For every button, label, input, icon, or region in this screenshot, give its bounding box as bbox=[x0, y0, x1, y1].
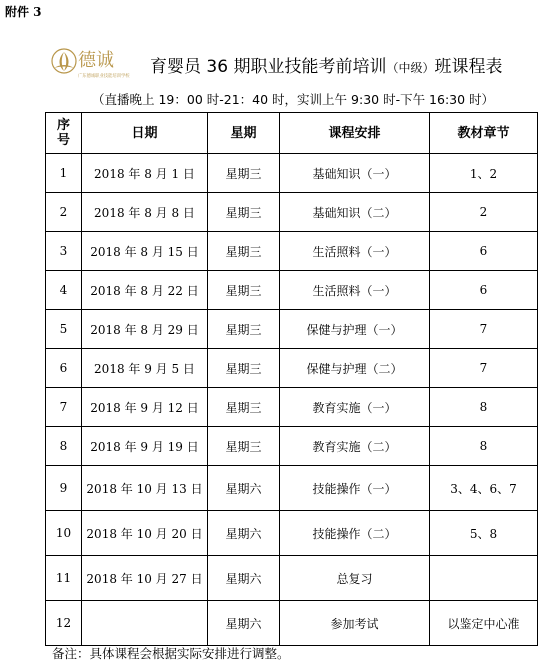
cell-weekday: 星期三 bbox=[208, 310, 280, 349]
cell-weekday: 星期六 bbox=[208, 466, 280, 511]
cell-date: 2018 年 10 月 27 日 bbox=[82, 556, 208, 601]
cell-weekday: 星期三 bbox=[208, 154, 280, 193]
cell-date: 2018 年 8 月 1 日 bbox=[82, 154, 208, 193]
cell-course: 保健与护理（二） bbox=[280, 349, 430, 388]
cell-date: 2018 年 8 月 15 日 bbox=[82, 232, 208, 271]
table-header-row bbox=[46, 113, 538, 154]
table-row bbox=[46, 349, 538, 388]
header-weekday: 星期 bbox=[208, 113, 280, 154]
cell-chapters bbox=[430, 556, 538, 601]
title-suffix: 班课程表 bbox=[434, 57, 503, 77]
cell-date: 2018 年 10 月 20 日 bbox=[82, 511, 208, 556]
cell-chapters: 7 bbox=[430, 310, 538, 349]
cell-chapters: 5、8 bbox=[430, 511, 538, 556]
cell-date: 2018 年 9 月 5 日 bbox=[82, 349, 208, 388]
table-row bbox=[46, 154, 538, 193]
cell-chapters: 2 bbox=[430, 193, 538, 232]
schedule-hours: （直播晚上 19：00 时-21：40 时，实训上午 9:30 时-下午 16:30 时） bbox=[92, 92, 495, 107]
cell-date: 2018 年 8 月 29 日 bbox=[82, 310, 208, 349]
cell-chapters: 以鉴定中心准 bbox=[430, 601, 538, 646]
cell-chapters: 1、2 bbox=[430, 154, 538, 193]
cell-chapters: 6 bbox=[430, 271, 538, 310]
cell-date: 2018 年 9 月 19 日 bbox=[82, 427, 208, 466]
table-row bbox=[46, 232, 538, 271]
table-row bbox=[46, 310, 538, 349]
cell-course: 总复习 bbox=[280, 556, 430, 601]
table-row bbox=[46, 388, 538, 427]
attachment-label: 附件 3 bbox=[5, 5, 42, 19]
cell-weekday: 星期三 bbox=[208, 427, 280, 466]
cell-weekday: 星期六 bbox=[208, 556, 280, 601]
cell-chapters: 3、4、6、7 bbox=[430, 466, 538, 511]
table-row bbox=[46, 193, 538, 232]
cell-date bbox=[82, 601, 208, 646]
cell-index: 2 bbox=[46, 193, 82, 232]
cell-weekday: 星期六 bbox=[208, 511, 280, 556]
cell-weekday: 星期三 bbox=[208, 349, 280, 388]
title-main: 育婴员 36 期职业技能考前培训 bbox=[150, 57, 387, 77]
cell-index: 5 bbox=[46, 310, 82, 349]
cell-date: 2018 年 9 月 12 日 bbox=[82, 388, 208, 427]
cell-index: 9 bbox=[46, 466, 82, 511]
cell-course: 生活照料（一） bbox=[280, 232, 430, 271]
header-chapters: 教材章节 bbox=[430, 113, 538, 154]
cell-course: 教育实施（一） bbox=[280, 388, 430, 427]
cell-index: 12 bbox=[46, 601, 82, 646]
cell-course: 教育实施（二） bbox=[280, 427, 430, 466]
cell-index: 6 bbox=[46, 349, 82, 388]
header-date: 日期 bbox=[82, 113, 208, 154]
cell-index: 3 bbox=[46, 232, 82, 271]
cell-chapters: 8 bbox=[430, 388, 538, 427]
title-level: （中级） bbox=[386, 61, 435, 75]
cell-course: 生活照料（一） bbox=[280, 271, 430, 310]
cell-course: 基础知识（二） bbox=[280, 193, 430, 232]
table-row bbox=[46, 511, 538, 556]
cell-date: 2018 年 10 月 13 日 bbox=[82, 466, 208, 511]
header-index: 序号 bbox=[46, 113, 82, 154]
header-course: 课程安排 bbox=[280, 113, 430, 154]
logo-text: 德诚 bbox=[78, 50, 114, 71]
cell-index: 11 bbox=[46, 556, 82, 601]
table-row bbox=[46, 271, 538, 310]
course-schedule-table bbox=[45, 112, 538, 646]
cell-index: 1 bbox=[46, 154, 82, 193]
cell-weekday: 星期三 bbox=[208, 193, 280, 232]
cell-weekday: 星期三 bbox=[208, 388, 280, 427]
cell-index: 7 bbox=[46, 388, 82, 427]
cell-weekday: 星期三 bbox=[208, 271, 280, 310]
table-row bbox=[46, 601, 538, 646]
school-logo bbox=[50, 44, 136, 82]
cell-weekday: 星期六 bbox=[208, 601, 280, 646]
footnote: 备注：具体课程会根据实际安排进行调整。 bbox=[52, 646, 290, 661]
table-row bbox=[46, 556, 538, 601]
cell-weekday: 星期三 bbox=[208, 232, 280, 271]
cell-chapters: 7 bbox=[430, 349, 538, 388]
page-title bbox=[150, 52, 502, 77]
table-row bbox=[46, 427, 538, 466]
cell-course: 技能操作（一） bbox=[280, 466, 430, 511]
cell-course: 技能操作（二） bbox=[280, 511, 430, 556]
cell-course: 基础知识（一） bbox=[280, 154, 430, 193]
cell-chapters: 6 bbox=[430, 232, 538, 271]
cell-index: 8 bbox=[46, 427, 82, 466]
cell-course: 参加考试 bbox=[280, 601, 430, 646]
cell-index: 4 bbox=[46, 271, 82, 310]
table-row bbox=[46, 466, 538, 511]
logo-tagline: 广东德诚职业技能培训学校 bbox=[78, 74, 130, 79]
cell-index: 10 bbox=[46, 511, 82, 556]
cell-date: 2018 年 8 月 22 日 bbox=[82, 271, 208, 310]
cell-date: 2018 年 8 月 8 日 bbox=[82, 193, 208, 232]
cell-chapters: 8 bbox=[430, 427, 538, 466]
cell-course: 保健与护理（一） bbox=[280, 310, 430, 349]
